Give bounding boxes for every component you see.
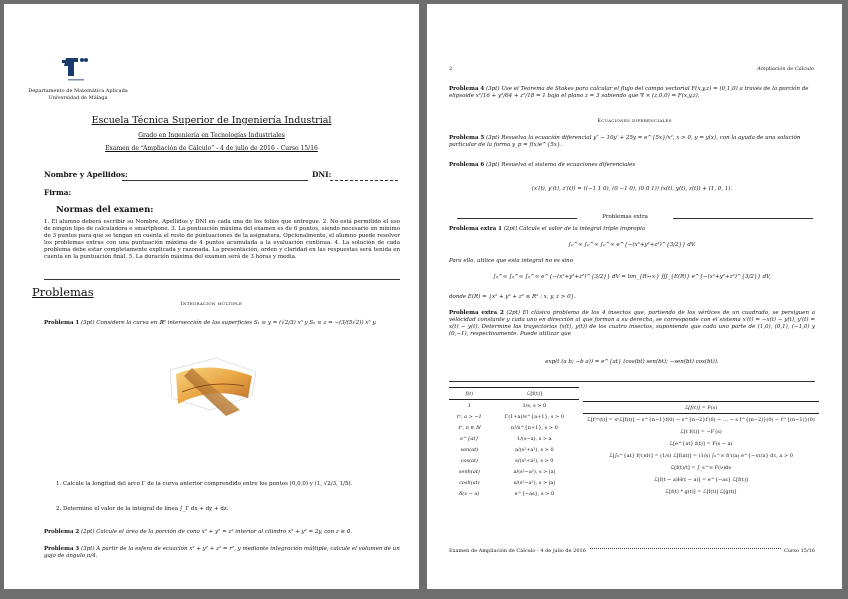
extra-problem-1-label: Problema extra 1: [449, 226, 502, 232]
table-row: [449, 411, 579, 422]
university-logo: [56, 54, 96, 84]
divider: [449, 381, 815, 382]
problem-2-label: Problema 2: [44, 529, 80, 535]
table-row: [449, 400, 579, 412]
laplace-properties-body: [583, 414, 819, 499]
table-row: [449, 422, 579, 433]
property-cell: ℒ[e^{at} f(t)] = F(s − a): [669, 441, 733, 447]
problems-heading: Problemas: [32, 285, 94, 299]
function-cell: tⁿ, n ∈ ℕ: [458, 424, 481, 431]
extra-problem-2-formula: exp(t (a b; −b a)) = e^{at} (cos(bt) sen(bt); −sen(bt) cos(bt)).: [545, 359, 719, 365]
extra-problem-2-points: (2pt): [506, 310, 520, 316]
extra-problem-1-domain: donde E(R) = {x² + y² + z² ≤ R² : x, y, z > 0}.: [449, 294, 576, 300]
surface-plot-figure: [156, 350, 268, 422]
extra-problem-1: [449, 226, 815, 233]
problem-4-points: (3pt): [486, 86, 500, 92]
column-header: ℒ[f(t)]: [490, 388, 579, 400]
function-cell: cosh(at): [459, 479, 480, 486]
transform-cell: 1/s, s > 0: [522, 402, 547, 409]
problem-5-points: (3pt): [486, 135, 500, 141]
laplace-table-header: [449, 388, 579, 400]
transform-cell: a/(s²+a²), s > 0: [515, 446, 554, 453]
table-row: [583, 474, 819, 486]
extra-problem-2-text: El clásico problema de los 4 insectos que, partiendo de los vértices de un cuadrado, se persiguen a velocidad constante y cada uno en dirección al que forman a su derecha, se corresponde con el sistema x′(t) = −x(t) − y(t), y′(t) = x(t) − y(t). Determine las trayectorias (x(t), y(t)) de los cuatro insectos, suponiendo que cada uno parte de (1,0), (0,1), (−1,0) y (0,−1), respectivamente. Puede utilizar que: [449, 310, 816, 337]
name-label: Nombre y Apellidos:: [44, 170, 128, 179]
extra-problem-1-limit: ∫₀^∞ ∫₀^∞ ∫₀^∞ e^{−(x²+y²+z²)^{3/2}} dV = lim_{R→∞} ∭_{E(R)} e^{−(x²+y²+z²)^{3/2}} dV,: [493, 274, 771, 280]
laplace-table-basic: [449, 387, 579, 499]
table-row: [449, 466, 579, 477]
footer-course: Curso 15/16: [781, 548, 815, 554]
column-header: f(t): [449, 388, 490, 400]
problem-2-text: Calcule el área de la porción de cono x² + y² = z² interior al cilindro x² + y² = 2y, con z ≥ 0.: [96, 529, 353, 535]
transform-cell: 1/(s−a), s > a: [517, 435, 552, 442]
school-title: Escuela Técnica Superior de Ingeniería Industrial: [91, 115, 332, 126]
transform-cell: s/(s²−a²), s > |a|: [513, 479, 556, 486]
divider: [44, 279, 400, 280]
extra-problem-2: [449, 310, 815, 338]
table-row: [449, 444, 579, 455]
property-cell: ℒ[f(t) * g(t)] = ℒ[f(t)] ℒ[g(t)]: [665, 489, 737, 495]
function-cell: cos(at): [460, 457, 478, 464]
problem-4-text: Use el Teorema de Stokes para calcular el flujo del campo vectorial F(x,y,z) = (0,1,0) a través de la porción de elipsoide x²/16 + y²/64 + z²/18 = 1 bajo el plano z = 3 sabiendo que ∇ × (z,0,0) = F(x,y,z).: [449, 86, 809, 99]
table-row: [583, 462, 819, 474]
laplace-table-properties: [583, 401, 819, 498]
problem-6-text: Resuelva el sistema de ecuaciones diferenciales: [501, 162, 636, 168]
problem-6: [449, 162, 815, 169]
property-cell: ℒ[f⁽ⁿ⁾(t)] = sⁿℒ[f(t)] − s^{n−1}f(0) − s^{n−2}f′(0) − … − s f^{(n−2)}(0) − f^{(n−1)}(0): [587, 417, 815, 423]
table-row: [583, 414, 819, 427]
divider: [673, 218, 813, 219]
property-cell: ℒ[∫₀^{at} f(τ)dτ] = (1/s) ℒ[f(at)] = (1/s) ∫₀^∞ f(τ/a) e^{−sτ/a} dτ, a > 0: [609, 453, 793, 459]
table-row: [449, 488, 579, 499]
function-cell: senh(at): [458, 468, 480, 475]
extra-problem-1-integral: ∫₀^∞ ∫₀^∞ ∫₀^∞ e^{−(x²+y²+z²)^{3/2}} dV.: [568, 242, 696, 248]
dni-field-line: [330, 180, 398, 181]
signature-label: Firma:: [44, 188, 72, 197]
problem-5: [449, 135, 815, 149]
page-number: 2: [449, 66, 453, 72]
extra-problem-1-text: Calcule el valor de la integral triple impropia: [519, 226, 646, 232]
extra-problem-2-label: Problema extra 2: [449, 310, 504, 316]
property-cell: ℒ[f(t)/t] = ∫_s^∞ F(ν)dν: [670, 465, 732, 471]
problem-3-points: (3pt): [81, 546, 95, 552]
problem-3: [44, 546, 404, 560]
table-row: [583, 486, 819, 498]
extra-problem-1-hint: Para ello, utilice que esta integral no es sino: [449, 258, 574, 264]
table-row: [449, 455, 579, 466]
table-row: [449, 477, 579, 488]
exam-page-1: [4, 4, 419, 589]
exam-page-2: [427, 4, 842, 589]
problem-3-label: Problema 3: [44, 546, 80, 552]
property-cell: ℒ[t f(t)] = −F′(s): [680, 429, 722, 435]
transform-cell: Γ(1+a)/s^{a+1}, s > 0: [504, 413, 564, 420]
problem-1: [44, 320, 404, 327]
exam-title: Examen de “Ampliación de Cálculo” - 4 de julio de 2016 - Curso 15/16: [105, 145, 318, 152]
department-name: Departamento de Matemática Aplicada: [28, 88, 128, 94]
problem-1-label: Problema 1: [44, 320, 80, 326]
rules-heading: Normas del examen:: [56, 205, 154, 215]
degree-title: Grado en Ingeniería en Tecnologías Industriales: [138, 132, 285, 139]
problem-5-text: Resuelva la ecuación diferencial y″ − 10y′ + 25y = e^{5x}/x², x > 0, y = y(x), con la ayuda de una solución particular de la forma y_p = f(x)e^{5x}.: [449, 135, 801, 148]
problem-4-label: Problema 4: [449, 86, 485, 92]
section-differential-equations: Ecuaciones diferenciales: [597, 118, 672, 124]
divider: [457, 218, 577, 219]
problem-5-label: Problema 5: [449, 135, 485, 141]
problem-6-system: (x′(t), y′(t), z′(t)) = ((−1 1 0), (0 −1 0), (0 0 1)) (x(t), y(t), z(t)) + (1, 0, 1).: [531, 186, 733, 192]
function-cell: e^{at}: [460, 435, 479, 442]
transform-cell: e^{−as}, s > 0: [514, 490, 555, 497]
problem-3-text: A partir de la esfera de ecuación x² + y² + z² = r², y mediante integración múltiple, calcule el volumen de un gajo de ángulo π/4.: [44, 546, 400, 559]
problem-6-label: Problema 6: [449, 162, 485, 168]
function-cell: δ(x − a): [459, 490, 480, 497]
problem-6-points: (3pt): [486, 162, 500, 168]
table-row: [583, 426, 819, 438]
rules-text: 1. El alumno deberá escribir su Nombre, Apellidos y DNI en cada una de los folios que entregue. 2. No está permitido el uso de ningún tipo de calculadora o smartphone. 3. La puntuación máxima del examen es de 6 puntos, siendo necesario un mínimo de 3 puntos para que se tengan en cuenta el resto de puntuaciones de la asignatura. Opcionalmente, el alumno puede resolver los problemas extras con una puntuación máxima de 4 puntos acumulada a la evaluación continua. 4. La solución de cada problema debe estar completamente explicada y razonada. La presentación, orden y claridad en las respuestas será tenida en cuenta en la puntuación final. 5. La duración máxima del examen será de 3 horas y media.: [44, 219, 400, 260]
transform-cell: s/(s²+a²), s > 0: [515, 457, 554, 464]
function-cell: 1: [467, 402, 471, 409]
name-field-line: [122, 180, 308, 181]
extra-problem-1-points: (2pt): [503, 226, 518, 232]
problem-1-text: Considere la curva en ℝ³ intersección de las superficies S₁ ≡ y = (√2/3) x³ y S₂ ≡ z = −(3/(5√2)) x⁵ y.: [96, 320, 377, 326]
laplace-properties-header: [583, 402, 819, 414]
laplace-table-body: [449, 400, 579, 500]
extra-problems-heading: Problemas extra: [602, 214, 648, 220]
footer-exam-title: Examen de Ampliación de Cálculo - 4 de julio de 2016: [449, 548, 589, 554]
university-name: Universidad de Málaga: [48, 95, 108, 101]
property-cell: ℒ[f(t − a)H(t − a)] = e^{−as} ℒ[f(t)]: [654, 477, 748, 483]
problem-2: [44, 529, 404, 536]
function-cell: sen(at): [460, 446, 479, 453]
running-header: Ampliación de Cálculo: [757, 66, 814, 72]
problem-2-points: (2pt): [81, 529, 95, 535]
table-row: [449, 433, 579, 444]
section-multiple-integration: Integración múltiple: [180, 301, 243, 307]
problem-1-item-2: 2. Determine el valor de la integral de línea ∫_Γ dx + dy + dz.: [56, 506, 229, 512]
problem-1-item-1: 1. Calcule la longitud del arco Γ de la curva anterior comprendido entre los puntos (0,0,0) y (1, √2/3, 1/5).: [56, 481, 353, 487]
transform-cell: a/(s²−a²), s > |a|: [513, 468, 556, 475]
column-header: ℒ[f(t)] = F(s): [583, 402, 819, 414]
problem-1-points: (3pt): [81, 320, 95, 326]
function-cell: tᵃ, a > −1: [456, 413, 482, 420]
dni-label: DNI:: [312, 170, 332, 179]
transform-cell: n!/s^{n+1}, s > 0: [510, 424, 558, 431]
table-row: [583, 450, 819, 462]
problem-4: [449, 86, 815, 100]
table-row: [583, 438, 819, 450]
